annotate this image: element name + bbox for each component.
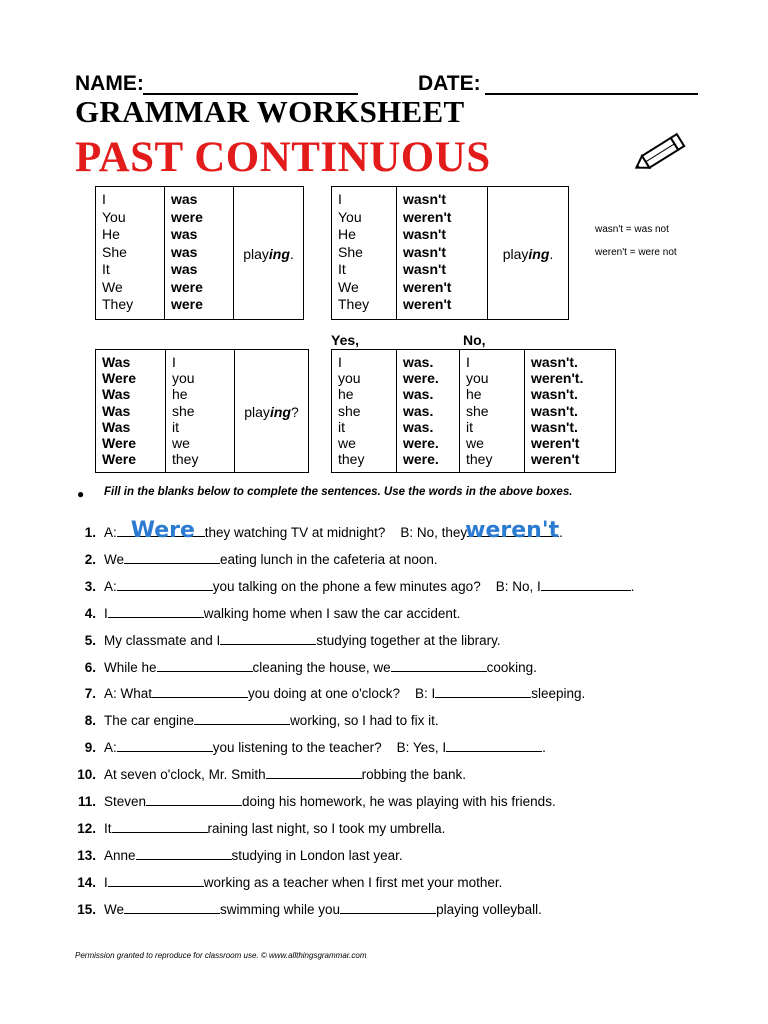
pronoun: he [466,386,482,403]
main-verb-stem: play [243,246,269,263]
answer-blank[interactable] [124,551,220,564]
main-verb-ending: ing [269,404,291,421]
pronoun: They [102,296,134,312]
pronoun: we [338,435,356,452]
name-label: NAME: [75,72,144,95]
exercise-number: 8. [84,713,96,729]
exercise-text: I [104,605,108,621]
exercise-text: . [542,740,546,756]
verb: weren't [403,278,452,295]
verb: Were [102,370,136,387]
answer-blank[interactable] [266,766,362,779]
answer-blank[interactable] [194,712,290,725]
negative-verb-column [397,187,488,320]
pronoun: She [338,243,363,260]
bullet-icon: ● [77,487,85,501]
exercise-number: 11. [77,794,96,809]
pronoun: She [102,243,127,260]
pronoun: it [172,418,179,435]
verb: were [171,296,203,312]
pronoun: I [338,191,342,207]
verb: was. [403,402,434,419]
pronoun: It [102,261,110,277]
answer-blank[interactable] [465,518,560,543]
verb: was. [403,354,434,370]
exercise-item [72,578,635,595]
exercise-text: working as a teacher when I first met your mother. [203,874,503,890]
verb: weren't [403,208,452,225]
exercise-text: A: [104,525,117,540]
exercise-text: raining last night, so I took my umbrella. [207,820,446,836]
affirmative-pronoun-column [96,187,165,320]
verb: Was [102,386,131,403]
pronoun: it [466,418,473,435]
answer-blank[interactable] [446,739,542,752]
question-pronoun-column [166,350,235,473]
verb: weren't [531,435,580,452]
verb: weren't [403,296,452,312]
pronoun: we [466,435,484,452]
exercise-text: studying in London last year. [231,847,403,863]
pronoun: He [338,226,356,242]
question-table [95,349,309,473]
no-label: No, [463,332,486,348]
exercise-item [72,847,403,864]
negative-main-verb [488,187,569,320]
verb: were. [403,370,439,387]
exercise-text: doing his homework, he was playing with his friends. [242,794,556,809]
exercise-number: 3. [84,578,96,594]
exercise-text: you doing at one o'clock? B: I [248,686,436,702]
pronoun: you [338,370,361,387]
verb: weren't [531,451,580,468]
answer-blank[interactable] [541,578,631,591]
verb: was [171,191,198,207]
verb: wasn't [403,261,447,277]
pronoun: you [466,370,489,387]
pencil-icon [632,130,692,183]
verb: wasn't [403,226,447,242]
exercise-text: playing volleyball. [436,901,542,917]
verb: weren't. [531,370,584,387]
verb: was. [403,386,434,403]
pronoun: it [338,418,345,435]
exercise-item [72,659,537,676]
exercise-number: 6. [84,659,96,675]
affirmative-table [95,186,304,320]
pronoun: They [338,296,370,312]
pronoun: You [338,208,362,225]
verb: were. [403,451,439,468]
exercise-text: swimming while you [220,901,341,917]
exercise-number: 13. [77,847,96,863]
pronoun: you [172,370,195,387]
pronoun: I [338,354,342,370]
exercise-number: 9. [84,740,96,756]
exercise-item [72,632,501,649]
pronoun: they [172,451,199,468]
exercise-number: 10. [77,767,96,783]
exercise-text: eating lunch in the cafeteria at noon. [220,551,438,567]
exercise-text: My classmate and I [104,632,221,648]
exercise-text: you listening to the teacher? B: Yes, I [212,740,447,756]
verb: Were [102,435,136,452]
handwritten-answer: weren't [465,518,560,543]
answer-blank[interactable] [157,659,253,672]
pronoun: he [338,386,354,403]
exercise-number: 5. [84,632,96,648]
answer-blank[interactable] [117,518,205,543]
main-verb-ending: ing [528,246,550,263]
verb: wasn't. [531,418,578,435]
verb: were [171,208,203,225]
exercise-text: . [630,578,635,594]
verb: was. [403,418,434,435]
verb: was [171,243,198,260]
exercise-text: We [104,901,125,917]
pronoun: I [102,191,106,207]
exercise-text: A: [104,740,117,756]
exercise-item [72,551,438,568]
worksheet-title: GRAMMAR WORKSHEET [75,94,465,129]
pronoun: We [102,278,123,295]
exercise-text: walking home when I saw the car accident. [203,605,461,621]
pronoun: she [338,402,361,419]
exercise-item [72,820,445,837]
exercise-number: 12. [77,820,96,836]
affirmative-main-verb [234,187,304,320]
exercise-item [72,874,502,891]
no-verb-column [525,350,616,473]
short-answer-table [331,349,616,473]
pronoun: He [102,226,120,242]
exercise-text: It [104,820,112,836]
exercise-item [72,739,546,756]
verb: were. [403,435,439,452]
exercise-text: A: What [104,686,153,702]
worksheet-subtitle: PAST CONTINUOUS [75,134,491,181]
verb: Was [102,402,131,419]
main-verb-punct: ? [290,404,299,421]
pronoun: We [338,278,359,295]
verb: wasn't [403,243,447,260]
main-verb-punct: . [549,246,554,263]
main-verb-stem: play [502,246,529,263]
pronoun: they [466,451,493,468]
pronoun: he [172,386,188,403]
verb: Were [102,451,136,468]
yes-verb-column [397,350,460,473]
answer-blank[interactable] [124,901,220,914]
exercise-text: We [104,551,125,567]
date-label: DATE: [418,72,481,95]
exercise-number: 1. [84,525,96,540]
exercise-number: 2. [84,551,96,567]
exercise-text: . [559,525,563,540]
pronoun: she [172,402,195,419]
answer-blank[interactable] [117,739,213,752]
exercise-text: you talking on the phone a few minutes ago? B: No, I [212,578,541,594]
date-field-line[interactable] [485,93,698,95]
main-verb-ending: ing [268,246,290,263]
answer-blank[interactable] [146,793,242,806]
yes-pronoun-column [332,350,397,473]
answer-blank[interactable] [152,685,248,698]
verb: Was [102,354,131,370]
main-verb-punct: . [289,246,294,263]
exercise-item [72,605,460,622]
exercise-text: robbing the bank. [361,767,466,783]
exercise-text: Anne [104,847,136,863]
answer-blank[interactable] [108,605,204,618]
pronoun: It [338,261,346,277]
exercise-item [72,793,556,810]
exercise-text: studying together at the library. [316,632,501,648]
exercise-text: While he [104,659,157,675]
answer-blank[interactable] [112,820,208,833]
pronoun: I [172,354,176,370]
exercise-text: cleaning the house, we [252,659,391,675]
instructions: Fill in the blanks below to complete the sentences. Use the words in the above boxes. [104,486,573,498]
footer-permission: Permission granted to reproduce for classroom use. © www.allthingsgrammar.com [75,951,367,960]
answer-blank[interactable] [435,685,531,698]
yes-label: Yes, [331,332,360,348]
contraction-note-wasnt: wasn't = was not [595,224,669,235]
exercise-text: Steven [104,794,147,809]
question-verb-column [96,350,166,473]
exercise-text: working, so I had to fix it. [290,713,439,729]
exercise-item [72,712,439,729]
answer-blank[interactable] [108,874,204,887]
exercise-number: 15. [77,901,96,917]
pronoun: I [466,354,470,370]
exercise-text: sleeping. [531,686,586,702]
no-pronoun-column [460,350,525,473]
exercise-text: The car engine [104,713,195,729]
exercise-number: 14. [77,874,96,890]
main-verb-stem: play [244,404,270,421]
pronoun: she [466,402,489,419]
contraction-note-werent: weren't = were not [595,247,677,258]
exercise-item [72,518,563,543]
answer-blank[interactable] [117,578,213,591]
exercise-item [72,685,585,702]
exercise-text: cooking. [486,659,537,675]
exercise-number: 4. [84,605,96,621]
exercise-text: they watching TV at midnight? B: No, they [204,525,468,540]
handwritten-answer: Were [130,518,195,543]
exercise-text: I [104,874,108,890]
answer-blank[interactable] [391,659,487,672]
negative-table [331,186,569,320]
verb: was [171,226,198,242]
verb: Was [102,418,131,435]
negative-pronoun-column [332,187,397,320]
verb: were [171,278,203,295]
verb: wasn't. [531,402,578,419]
verb: was [171,261,198,277]
verb: wasn't. [531,354,578,370]
exercise-item [72,766,466,783]
answer-blank[interactable] [340,901,436,914]
pronoun: they [338,451,365,468]
pronoun: You [102,208,126,225]
pronoun: we [172,435,190,452]
verb: wasn't [403,191,447,207]
exercise-text: A: [104,578,117,594]
question-main-verb [235,350,309,473]
exercise-text: At seven o'clock, Mr. Smith [104,767,266,783]
exercise-number: 7. [84,686,96,702]
answer-blank[interactable] [220,632,316,645]
verb: wasn't. [531,386,578,403]
affirmative-verb-column [165,187,234,320]
exercise-item [72,901,542,918]
answer-blank[interactable] [136,847,232,860]
